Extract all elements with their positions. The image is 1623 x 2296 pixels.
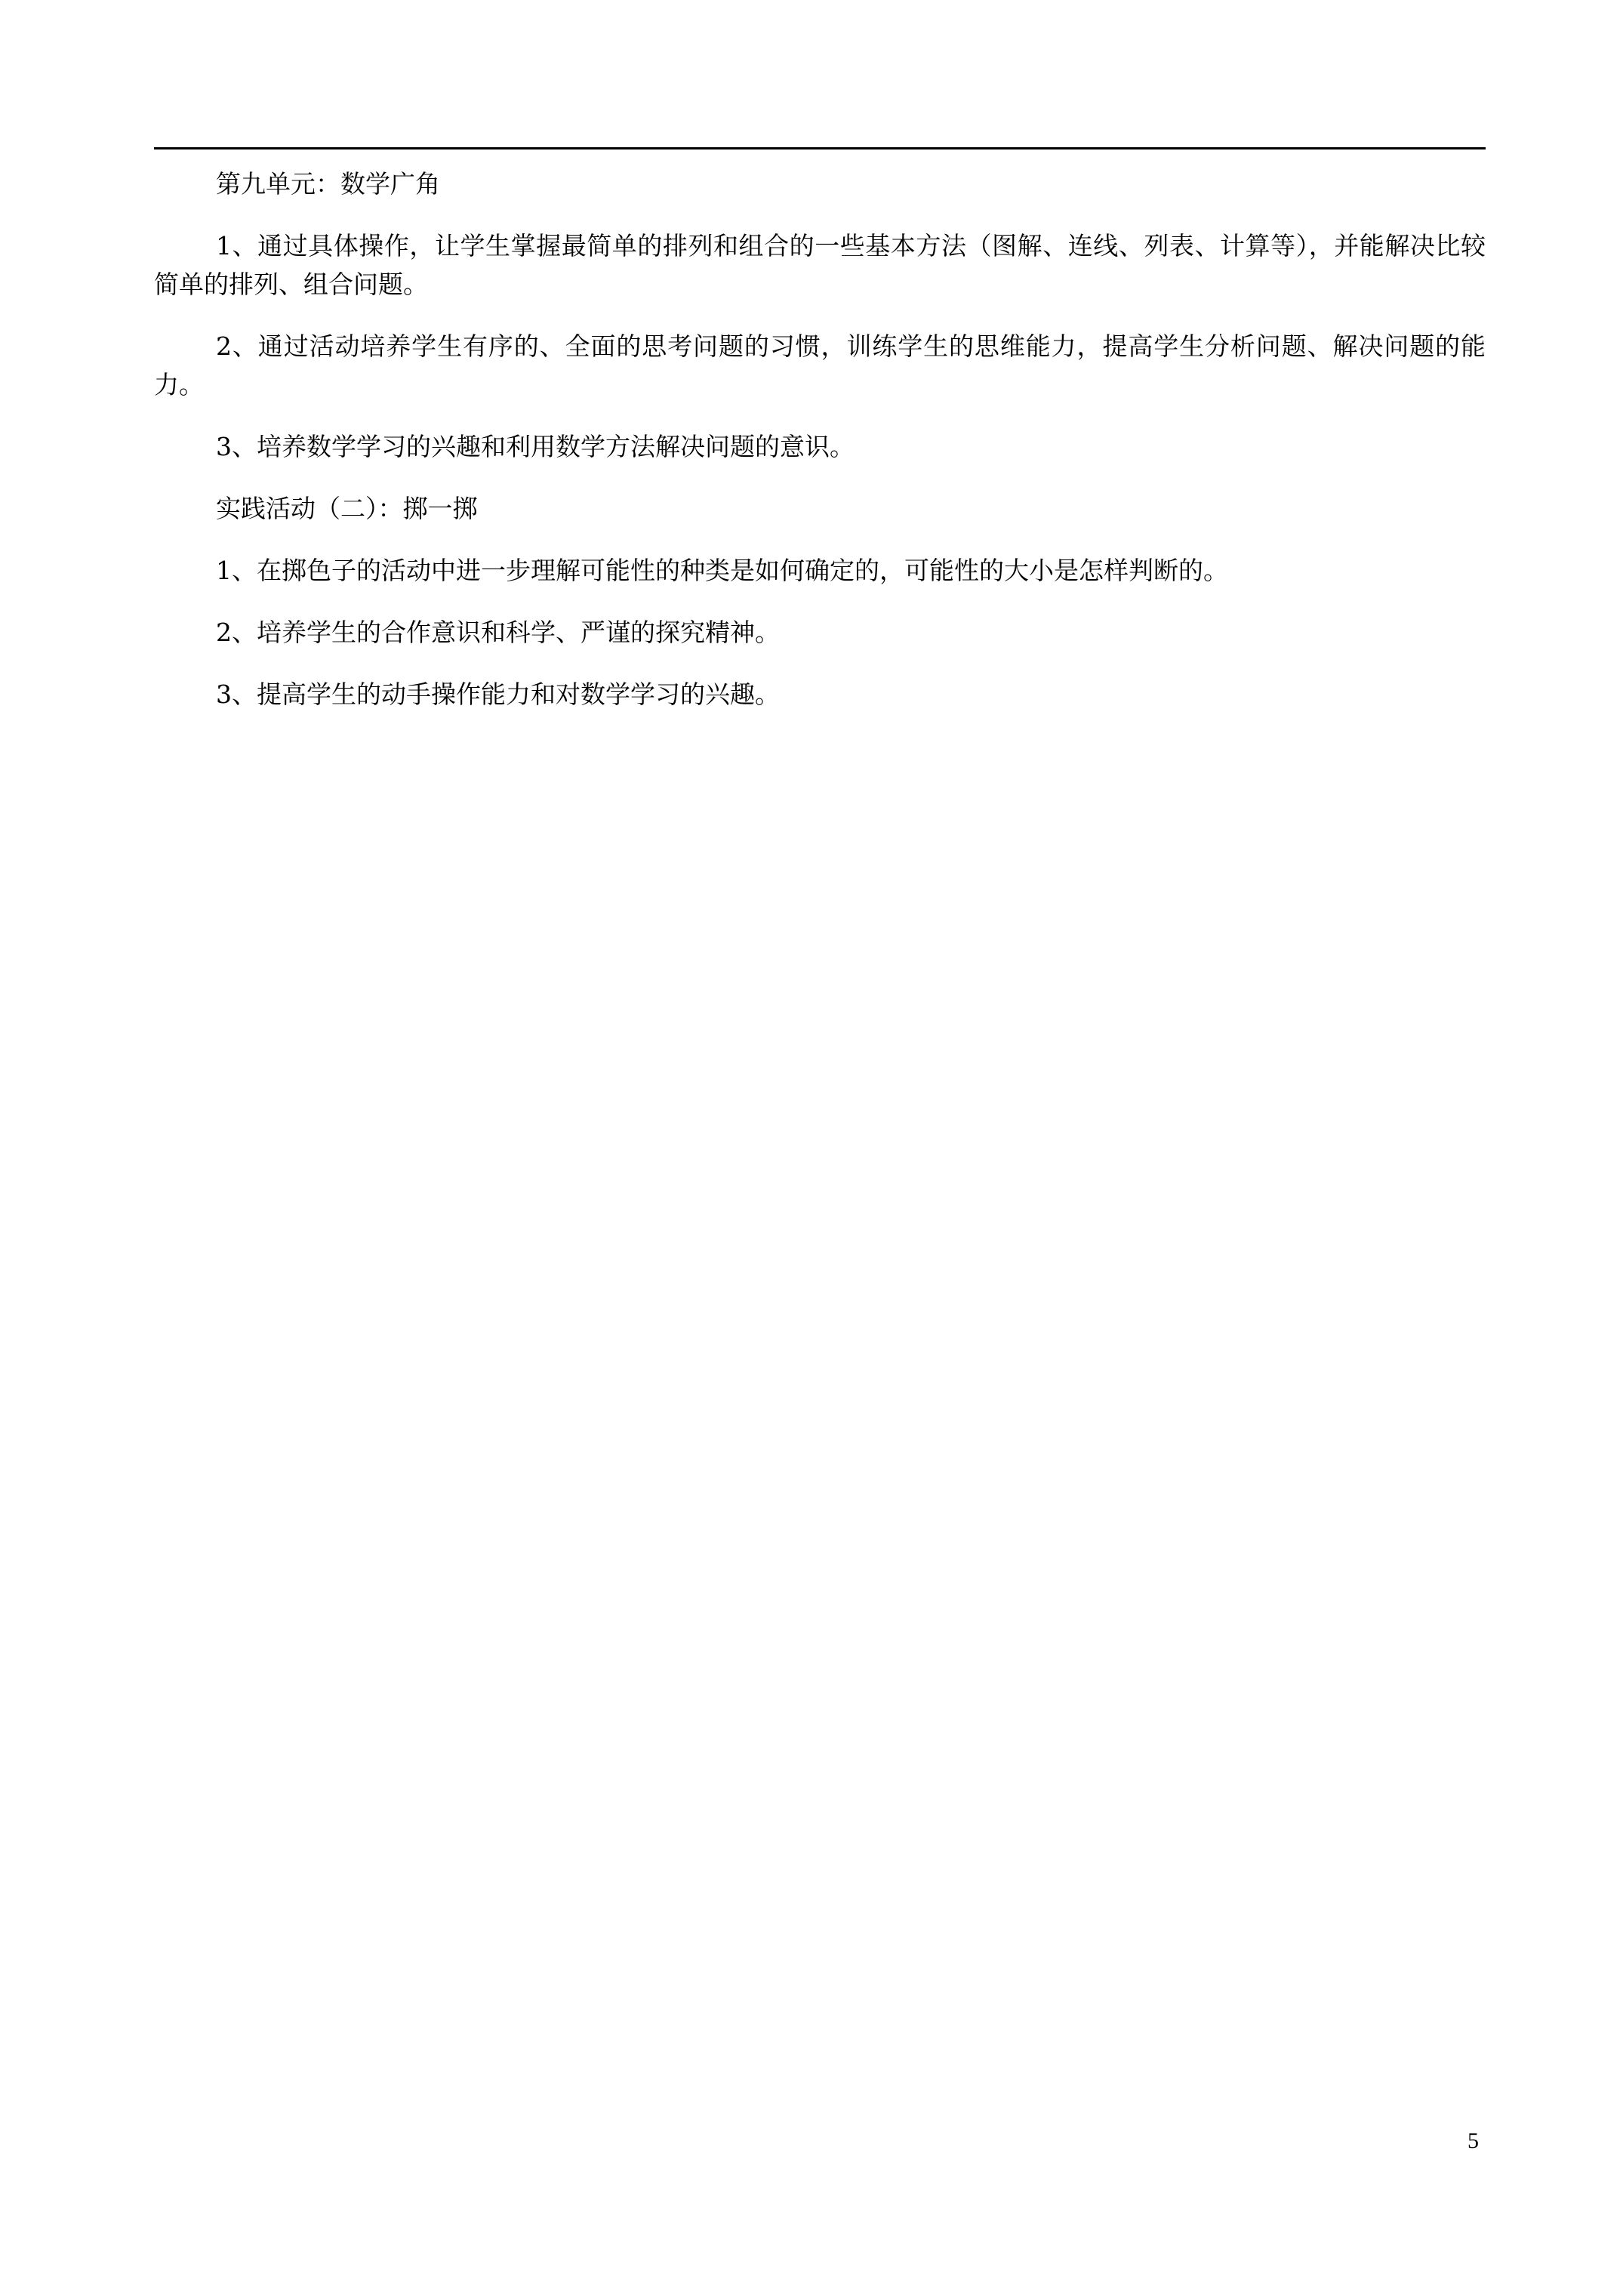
unit-9-item-1: 1、通过具体操作，让学生掌握最简单的排列和组合的一些基本方法（图解、连线、列表、计算等），并能解决比较简单的排列、组合问题。 <box>154 231 1486 299</box>
unit-9-item-3: 3、培养数学学习的兴趣和利用数学方法解决问题的意识。 <box>216 432 855 461</box>
document-body <box>154 165 1486 737</box>
header-rule <box>154 147 1486 149</box>
unit-9-item-2: 2、通过活动培养学生有序的、全面的思考问题的习惯，训练学生的思维能力，提高学生分析问题、解决问题的能力。 <box>154 331 1486 399</box>
practice-activity-item-1: 1、在掷色子的活动中进一步理解可能性的种类是如何确定的，可能性的大小是怎样判断的。 <box>216 556 1228 585</box>
section-heading-unit-9: 第九单元：数学广角 <box>216 169 440 199</box>
page-number: 5 <box>1467 2128 1479 2153</box>
practice-activity-item-2: 2、培养学生的合作意识和科学、严谨的探究精神。 <box>216 618 780 647</box>
section-heading-practice-activity: 实践活动（二）：掷一掷 <box>216 494 478 523</box>
practice-activity-item-3: 3、提高学生的动手操作能力和对数学学习的兴趣。 <box>216 680 780 709</box>
